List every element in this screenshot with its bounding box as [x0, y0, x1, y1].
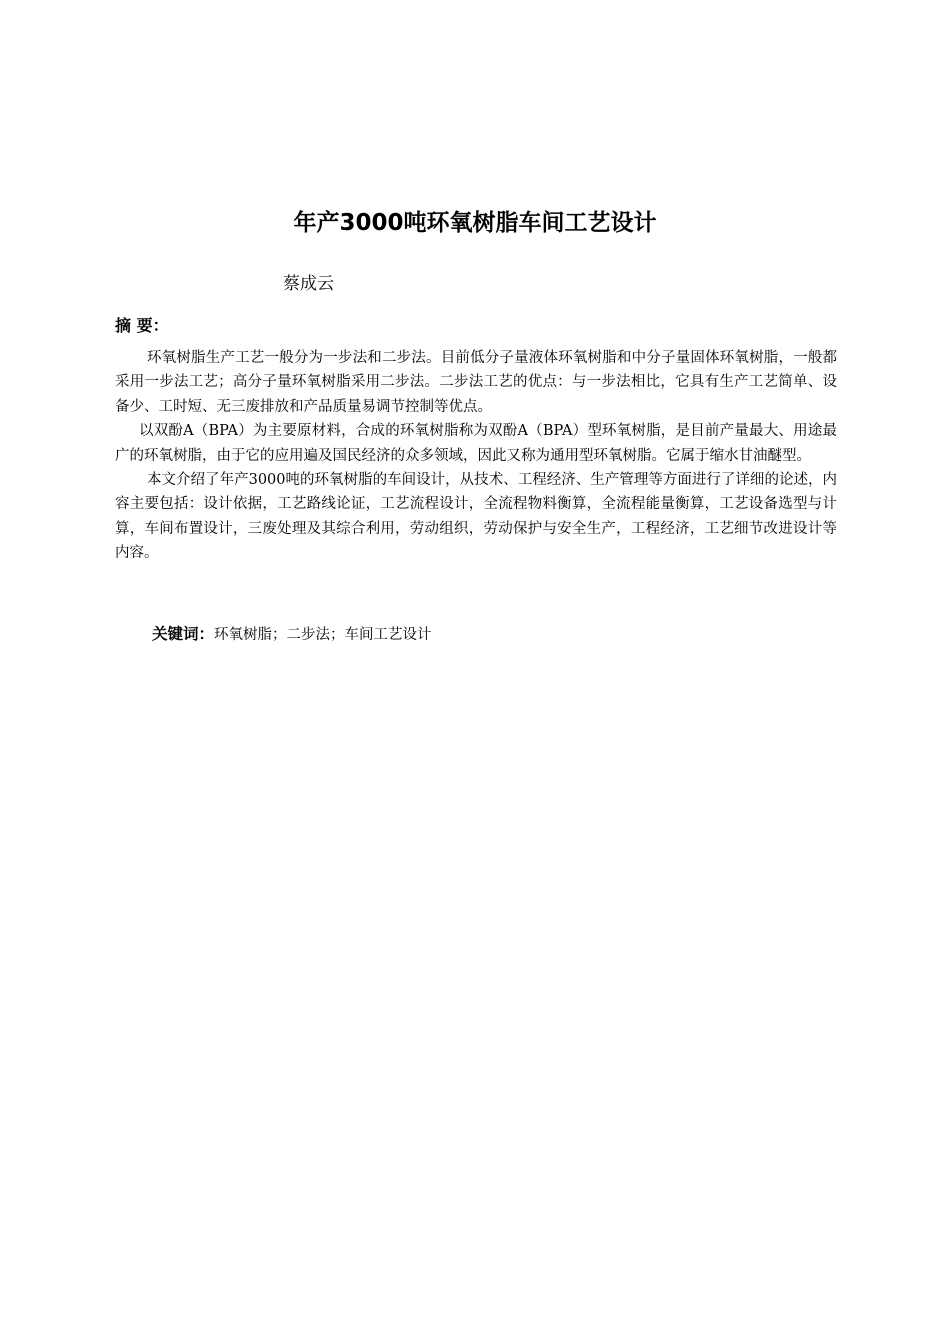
abstract-paragraph: 环氧树脂生产工艺一般分为一步法和二步法。目前低分子量液体环氧树脂和中分子量固体环氧树脂，一般都采用一步法工艺；高分子量环氧树脂采用二步法。二步法工艺的优点：与一步法相比，它具有生产工艺简单、设备少、工时短、无三废排放和产品质量易调节控制等优点。: [115, 350, 837, 415]
abstract-paragraph: 本文介绍了年产3000吨的环氧树脂的车间设计，从技术、工程经济、生产管理等方面进行了详细的论述，内容主要包括：设计依据，工艺路线论证，工艺流程设计，全流程物料衡算，全流程能量衡算，工艺设备选型与计算，车间布置设计，三废处理及其综合利用，劳动组织，劳动保护与安全生产，工程经济，工艺细节改进设计等内容。: [115, 472, 837, 562]
abstract-paragraph: 以双酚A（BPA）为主要原材料，合成的环氧树脂称为双酚A（BPA）型环氧树脂，是目前产量最大、用途最广的环氧树脂，由于它的应用遍及国民经济的众多领域，因此又称为通用型环氧树脂。它属于缩水甘油醚型。: [115, 423, 837, 464]
keywords-value: 环氧树脂；二步法；车间工艺设计: [214, 627, 432, 643]
document-title: 年产3000吨环氧树脂车间工艺设计: [293, 210, 657, 236]
keywords-line: [152, 622, 432, 647]
author-name: 蔡成云: [283, 274, 334, 294]
abstract-heading: 摘 要：: [115, 316, 169, 335]
keywords-label: 关键词：: [152, 625, 215, 643]
abstract-body: [115, 346, 837, 566]
